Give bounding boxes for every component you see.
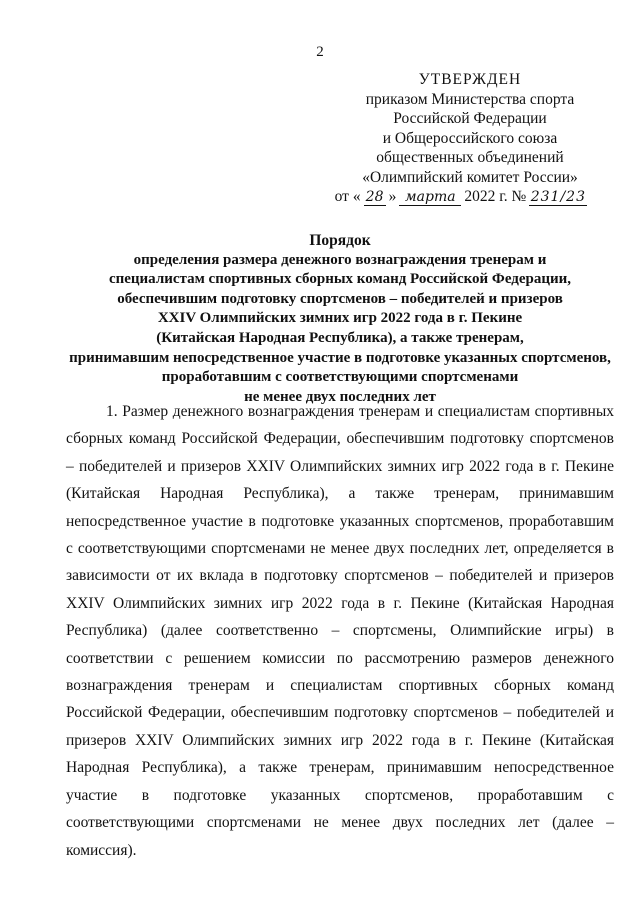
approval-line: приказом Министерства спорта: [365, 90, 575, 108]
date-prefix: от «: [334, 188, 361, 205]
handwritten-order-number: 231/23: [530, 189, 586, 205]
document-heading: [60, 231, 620, 407]
approval-line: общественных объединений: [376, 149, 564, 166]
heading-line: проработавшим с соответствующими спортсменами: [161, 369, 519, 386]
heading-line: специалистам спортивных сборных команд Российской Федерации,: [108, 271, 572, 288]
handwritten-month: марта: [399, 189, 461, 206]
body-paragraph-1: 1. Размер денежного вознаграждения тренерам и специалистам спортивных сборных команд Российской Федерации, обеспечившим подготовку спортсменов – победителей и призеров XXIV Олимпийских зимних игр 2022 года в г. Пекине (Китайская Народная Республика), а также тренерам, принимавшим непосредственное участие в подготовке указанных спортсменов, проработавшим с соответствующими спортсменами не менее двух последних лет, определяется в зависимости от их вклада в подготовку спортсменов – победителей и призеров XXIV Олимпийских зимних игр 2022 года в г. Пекине (Китайская Народная Республика) (далее соответственно – спортсмены, Олимпийские игры) в соответствии с решением комиссии по рассмотрению размеров денежного вознаграждения тренерам и специалистам спортивных сборных команд Российской Федерации, обеспечившим подготовку спортсменов – победителей и призеров XXIV Олимпийских зимних игр 2022 года в г. Пекине (Китайская Народная Республика), а также тренерам, принимавшим непосредственное участие в подготовке указанных спортсменов, проработавшим с соответствующими спортсменами не менее двух последних лет (далее – комиссия).: [66, 403, 614, 859]
approval-stamp-block: [334, 70, 600, 207]
date-mid: »: [388, 188, 397, 205]
approval-date-line: [322, 187, 600, 207]
page-number: 2: [316, 44, 324, 60]
approval-title: УТВЕРЖДЕН: [418, 71, 522, 88]
heading-line: обеспечившим подготовку спортсменов – победителей и призеров: [117, 290, 563, 307]
heading-line: принимавшим непосредственное участие в подготовке указанных спортсменов,: [69, 349, 611, 366]
heading-title: Порядок: [309, 232, 371, 249]
approval-line: «Олимпийский комитет России»: [362, 168, 578, 186]
approval-line: Российской Федерации: [393, 110, 547, 127]
approval-line: и Общероссийского союза: [382, 129, 558, 147]
handwritten-day: 28: [364, 189, 386, 206]
heading-line: не менее двух последних лет: [244, 388, 436, 405]
heading-line: XXIV Олимпийских зимних игр 2022 года в г. Пекине: [157, 310, 523, 327]
heading-line: (Китайская Народная Республика), а также тренерам,: [156, 329, 524, 346]
heading-line: определения размера денежного вознаграждения тренерам и: [133, 251, 547, 268]
date-year: 2022 г. №: [464, 188, 527, 205]
